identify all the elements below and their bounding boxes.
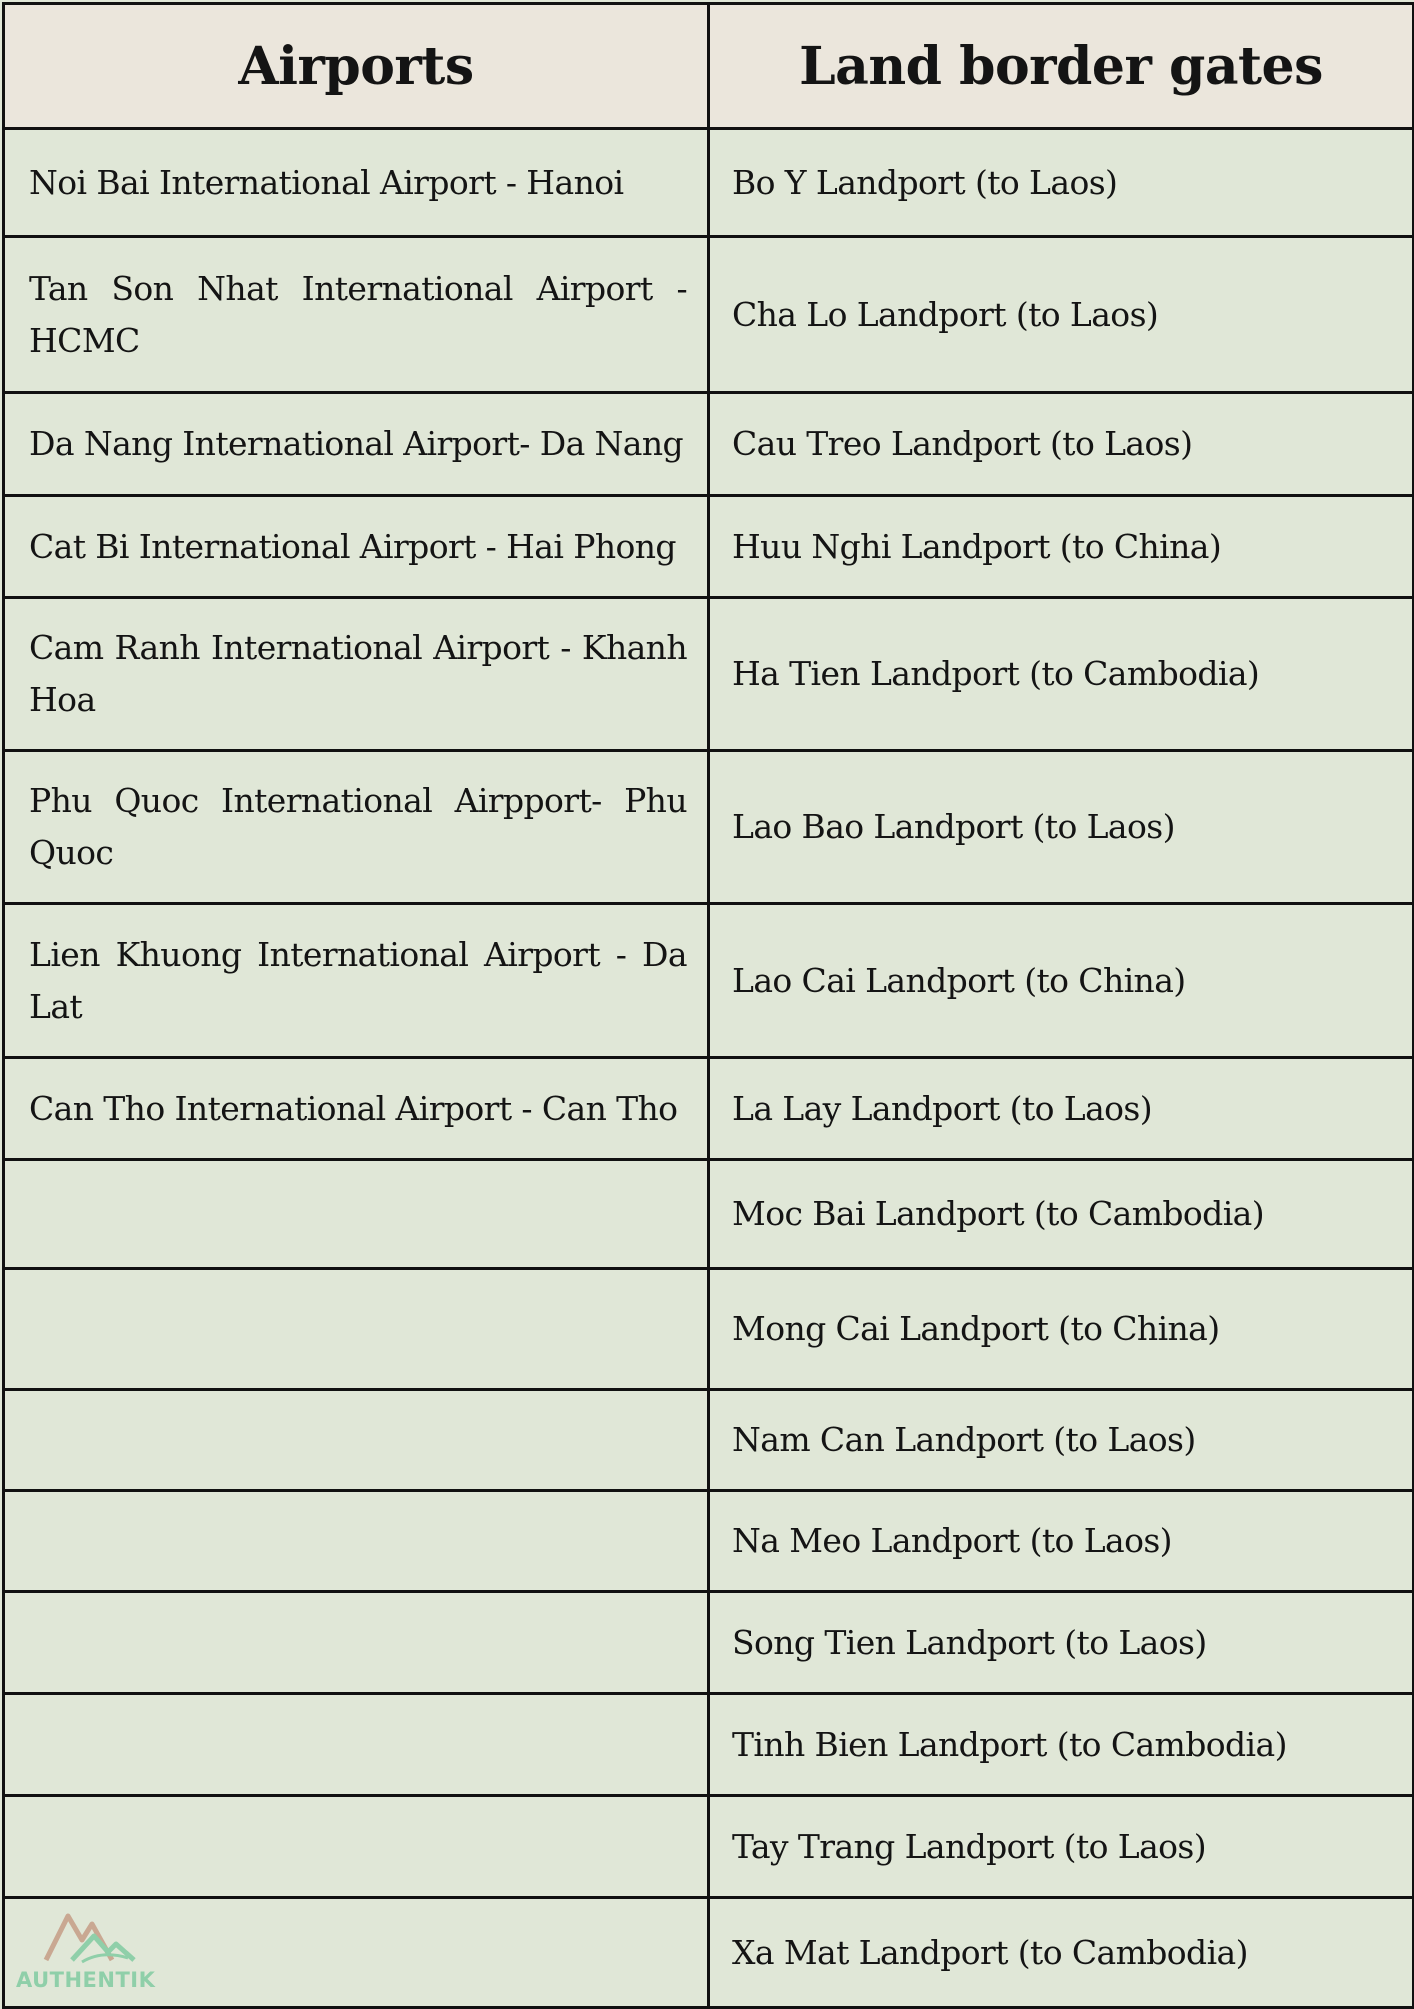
gate-cell: Lao Bao Landport (to Laos) — [709, 751, 1414, 904]
ports-table — [2, 2, 1414, 2009]
airport-cell — [4, 1796, 709, 1898]
gate-cell: Bo Y Landport (to Laos) — [709, 129, 1414, 237]
table-row — [4, 751, 1414, 904]
airport-cell — [4, 1592, 709, 1694]
table-row — [4, 1160, 1414, 1269]
airport-cell — [4, 1160, 709, 1269]
gate-cell: Huu Nghi Landport (to China) — [709, 496, 1414, 598]
gate-cell: La Lay Landport (to Laos) — [709, 1058, 1414, 1160]
table-row — [4, 237, 1414, 393]
authentik-watermark — [16, 1906, 156, 1996]
header-land-border-gates: Land border gates — [709, 4, 1414, 129]
gate-cell: Tay Trang Landport (to Laos) — [709, 1796, 1414, 1898]
header-airports: Airports — [4, 4, 709, 129]
airport-cell: Tan Son Nhat International Airport - HCMC — [4, 237, 709, 393]
table-row — [4, 496, 1414, 598]
airport-cell: Can Tho International Airport - Can Tho — [4, 1058, 709, 1160]
airport-cell: Cam Ranh International Airport - Khanh Hoa — [4, 598, 709, 751]
gate-cell: Song Tien Landport (to Laos) — [709, 1592, 1414, 1694]
airport-cell — [4, 1491, 709, 1592]
table-body — [4, 129, 1414, 2008]
table-row — [4, 393, 1414, 496]
airport-cell: Da Nang International Airport- Da Nang — [4, 393, 709, 496]
gate-cell: Cau Treo Landport (to Laos) — [709, 393, 1414, 496]
gate-cell: Moc Bai Landport (to Cambodia) — [709, 1160, 1414, 1269]
table-row — [4, 1390, 1414, 1491]
airport-cell: Cat Bi International Airport - Hai Phong — [4, 496, 709, 598]
airport-cell — [4, 1694, 709, 1796]
gate-cell: Xa Mat Landport (to Cambodia) — [709, 1898, 1414, 2008]
table-row — [4, 1269, 1414, 1390]
table-row — [4, 598, 1414, 751]
table-header — [4, 4, 1414, 129]
watermark-text: AUTHENTIK — [16, 1968, 156, 1992]
table-row — [4, 129, 1414, 237]
gate-cell: Tinh Bien Landport (to Cambodia) — [709, 1694, 1414, 1796]
table-row — [4, 1796, 1414, 1898]
gate-cell: Mong Cai Landport (to China) — [709, 1269, 1414, 1390]
table-row — [4, 1491, 1414, 1592]
gate-cell: Nam Can Landport (to Laos) — [709, 1390, 1414, 1491]
table-row — [4, 1592, 1414, 1694]
airport-cell — [4, 1269, 709, 1390]
airport-cell: Noi Bai International Airport - Hanoi — [4, 129, 709, 237]
gate-cell: Lao Cai Landport (to China) — [709, 904, 1414, 1058]
table-row — [4, 1898, 1414, 2008]
mountain-logo-icon — [42, 1906, 138, 1964]
gate-cell: Ha Tien Landport (to Cambodia) — [709, 598, 1414, 751]
gate-cell: Cha Lo Landport (to Laos) — [709, 237, 1414, 393]
airport-cell: Phu Quoc International Airpport- Phu Quoc — [4, 751, 709, 904]
table-row — [4, 904, 1414, 1058]
airport-cell: Lien Khuong International Airport - Da Lat — [4, 904, 709, 1058]
table-row — [4, 1058, 1414, 1160]
header-row — [4, 4, 1414, 129]
table-row — [4, 1694, 1414, 1796]
gate-cell: Na Meo Landport (to Laos) — [709, 1491, 1414, 1592]
airport-cell — [4, 1390, 709, 1491]
